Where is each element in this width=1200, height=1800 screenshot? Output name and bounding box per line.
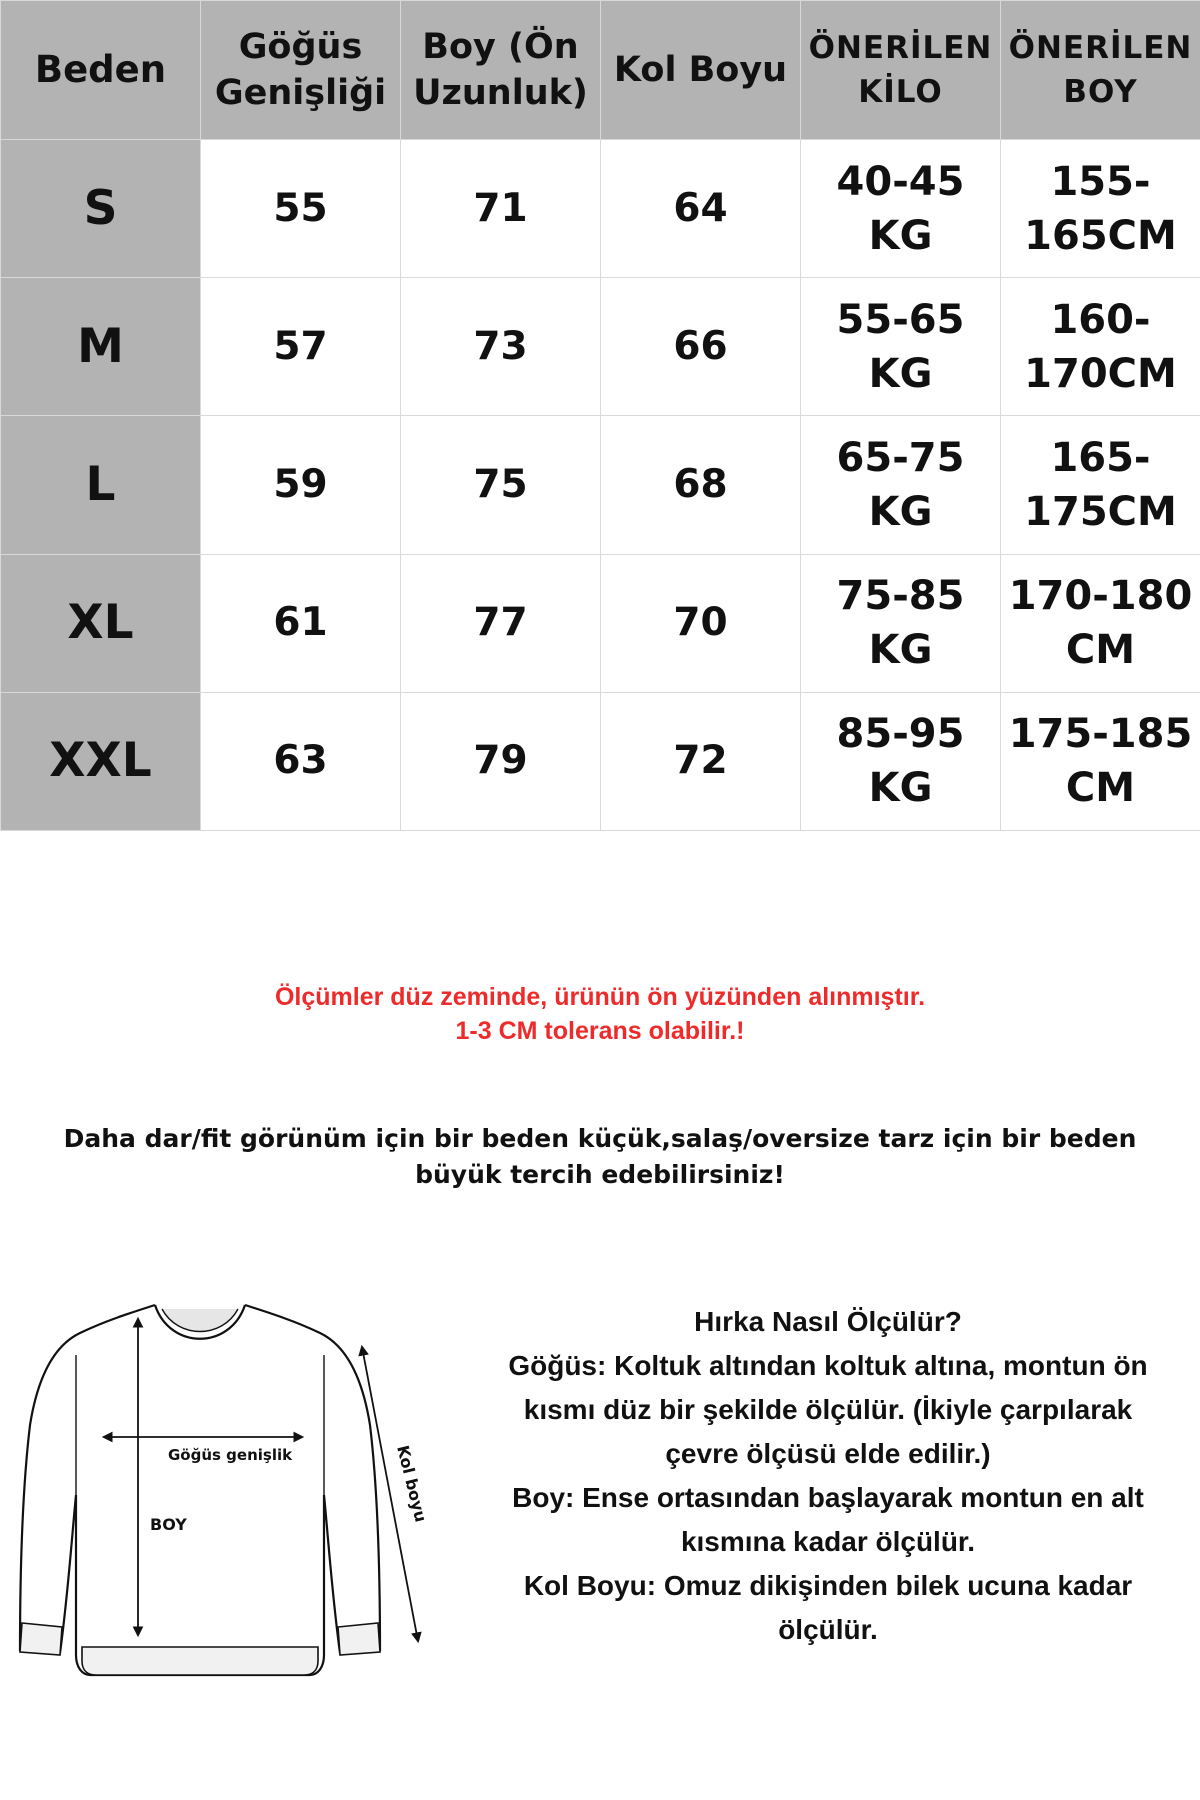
gogus-cell: 63	[201, 692, 401, 830]
size-chart-body	[1, 140, 1200, 831]
length-label: BOY	[150, 1515, 187, 1534]
header-onerilen-boy	[1001, 1, 1200, 140]
header-gogus-line2: Genişliği	[214, 73, 387, 113]
kilo-cell	[801, 554, 1001, 692]
size-chart-header	[1, 1, 1200, 140]
size-cell: S	[1, 140, 201, 278]
kol-cell: 64	[601, 140, 801, 278]
kol-cell: 72	[601, 692, 801, 830]
kilo-range: 75-85	[836, 573, 965, 620]
how-to-title: Hırka Nasıl Ölçülür?	[694, 1306, 962, 1337]
table-row	[1, 140, 1200, 278]
boy-cell: 73	[401, 278, 601, 416]
gogus-cell: 59	[201, 416, 401, 554]
onerilen-boy-cell	[1001, 278, 1200, 416]
onerilen-boy-line1: 175-185	[1008, 711, 1193, 758]
sweater-left-cuff	[20, 1623, 62, 1655]
table-row	[1, 278, 1200, 416]
tolerance-note-line1: Ölçümler düz zeminde, ürünün ön yüzünden alınmıştır.	[274, 983, 926, 1011]
header-gogus-line1: Göğüs	[238, 27, 363, 67]
onerilen-boy-cell	[1001, 140, 1200, 278]
kilo-cell	[801, 278, 1001, 416]
sweater-illustration	[10, 1295, 440, 1705]
sweater-waistband	[82, 1647, 318, 1675]
size-cell: XL	[1, 554, 201, 692]
gogus-cell: 55	[201, 140, 401, 278]
header-kol-text: Kol Boyu	[613, 50, 788, 90]
onerilen-boy-line2: CM	[1065, 627, 1136, 674]
table-row	[1, 692, 1200, 830]
header-onerilen-kilo-line2: KİLO	[858, 74, 943, 110]
onerilen-boy-line2: 165CM	[1024, 212, 1177, 259]
header-onerilen-kilo-line1: ÖNERİLEN	[808, 30, 993, 66]
size-cell: XXL	[1, 692, 201, 830]
kilo-cell	[801, 692, 1001, 830]
boy-cell: 77	[401, 554, 601, 692]
header-onerilen-kilo	[801, 1, 1001, 140]
tolerance-note	[0, 980, 1200, 1048]
onerilen-boy-line1: 155-	[1050, 158, 1151, 205]
onerilen-boy-line2: 175CM	[1024, 488, 1177, 535]
gogus-cell: 57	[201, 278, 401, 416]
kilo-unit: KG	[868, 765, 933, 812]
how-to-line: Kol Boyu: Omuz dikişinden bilek ucuna kadar	[523, 1570, 1133, 1601]
onerilen-boy-line1: 170-180	[1008, 573, 1193, 620]
onerilen-boy-line1: 160-	[1050, 296, 1151, 343]
header-boy-line1: Boy (Ön	[422, 27, 579, 67]
header-boy-line2: Uzunluk)	[413, 73, 588, 113]
sweater-right-cuff	[338, 1623, 380, 1655]
boy-cell: 75	[401, 416, 601, 554]
header-onerilen-boy-line1: ÖNERİLEN	[1008, 30, 1193, 66]
boy-cell: 71	[401, 140, 601, 278]
kilo-unit: KG	[868, 350, 933, 397]
kilo-range: 85-95	[836, 711, 965, 758]
boy-cell: 79	[401, 692, 601, 830]
kilo-unit: KG	[868, 212, 933, 259]
kol-cell: 68	[601, 416, 801, 554]
how-to-line: çevre ölçüsü elde edilir.)	[665, 1438, 991, 1469]
sweater-diagram	[10, 1295, 440, 1705]
onerilen-boy-cell	[1001, 416, 1200, 554]
how-to-line: Göğüs: Koltuk altından koltuk altına, montun ön	[508, 1350, 1148, 1381]
gogus-cell: 61	[201, 554, 401, 692]
header-kol	[601, 1, 801, 140]
header-beden	[1, 1, 201, 140]
kilo-range: 55-65	[836, 296, 965, 343]
kilo-range: 40-45	[836, 158, 965, 205]
header-gogus	[201, 1, 401, 140]
onerilen-boy-line2: CM	[1065, 765, 1136, 812]
kol-cell: 70	[601, 554, 801, 692]
header-onerilen-boy-line2: BOY	[1063, 74, 1138, 110]
size-chart-table	[0, 0, 1200, 831]
onerilen-boy-line2: 170CM	[1024, 350, 1177, 397]
header-beden-text: Beden	[34, 48, 167, 91]
size-cell: L	[1, 416, 201, 554]
how-to-line: ölçülür.	[778, 1614, 878, 1645]
table-row	[1, 554, 1200, 692]
header-boy	[401, 1, 601, 140]
fit-advice-note: Daha dar/fit görünüm için bir beden küçük,salaş/oversize tarz için bir beden büyük tercih edebilirsiniz!	[63, 1124, 1137, 1189]
kol-cell: 66	[601, 278, 801, 416]
tolerance-note-line2: 1-3 CM tolerans olabilir.!	[455, 1017, 745, 1045]
chest-label: Göğüs genişlik	[168, 1446, 293, 1464]
kilo-cell	[801, 140, 1001, 278]
onerilen-boy-cell	[1001, 692, 1200, 830]
how-to-line: kısmı düz bir şekilde ölçülür. (İkiyle çarpılarak	[523, 1394, 1133, 1425]
sleeve-label: Kol boyu	[393, 1443, 431, 1525]
kilo-cell	[801, 416, 1001, 554]
size-cell: M	[1, 278, 201, 416]
onerilen-boy-line1: 165-	[1050, 434, 1151, 481]
kilo-unit: KG	[868, 627, 933, 674]
table-row	[1, 416, 1200, 554]
kilo-unit: KG	[868, 488, 933, 535]
onerilen-boy-cell	[1001, 554, 1200, 692]
how-to-line: kısmına kadar ölçülür.	[680, 1526, 976, 1557]
kilo-range: 65-75	[836, 434, 965, 481]
sweater-outline	[20, 1305, 380, 1675]
how-to-line: Boy: Ense ortasından başlayarak montun en alt	[512, 1482, 1144, 1513]
how-to-measure	[488, 1300, 1168, 1652]
